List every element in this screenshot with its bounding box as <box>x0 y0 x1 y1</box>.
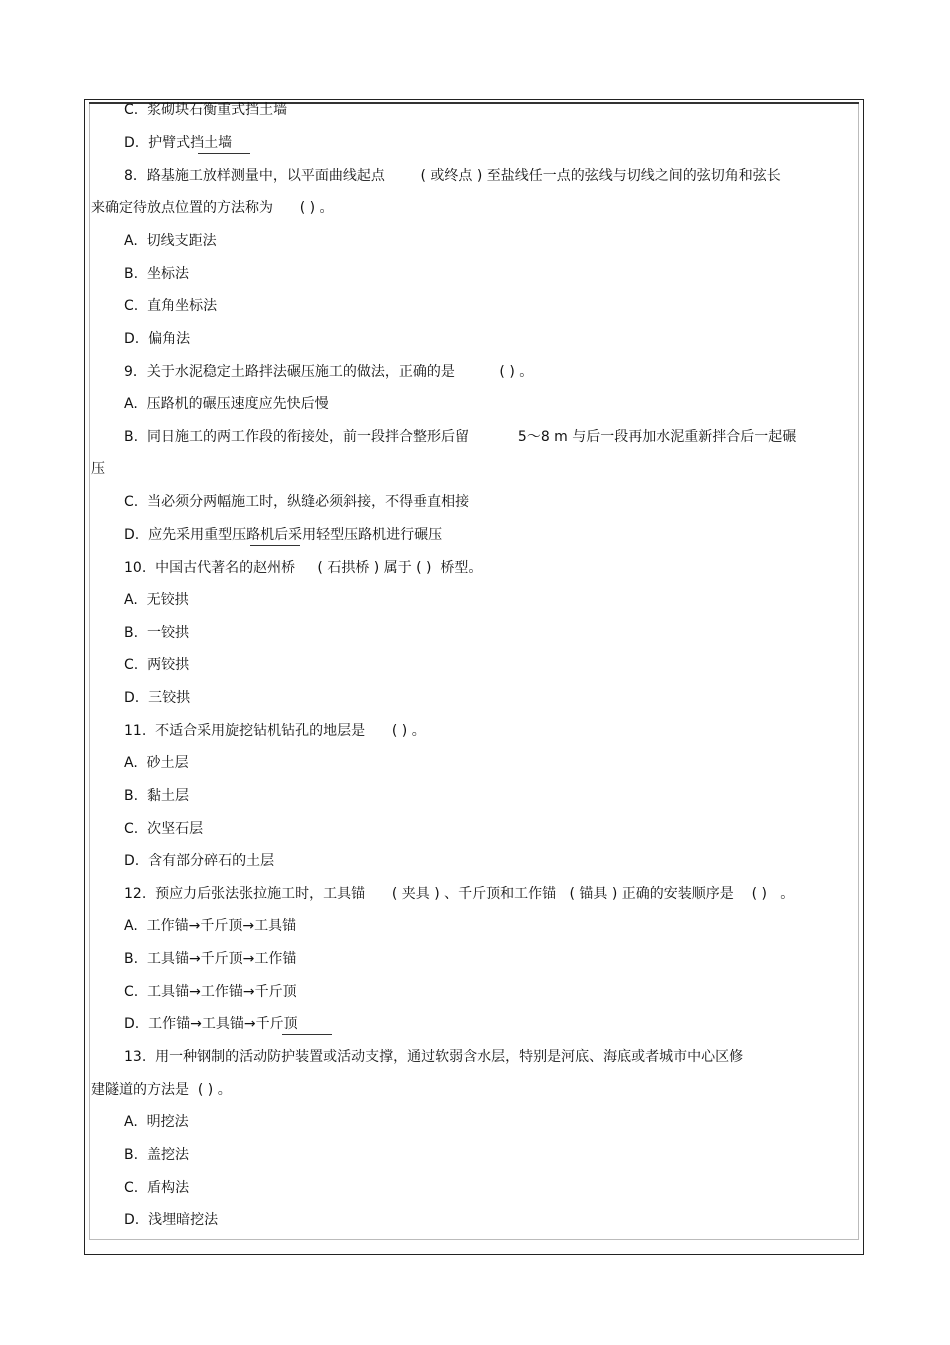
option-d: D. 偏角法 <box>124 331 191 347</box>
option-d: D. 工作锚→工具锚→千斤顶 <box>124 1016 298 1032</box>
question-11: 11. 不适合采用旋挖钻机钻孔的地层是 ( ) 。 <box>124 723 426 739</box>
question-12: 12. 预应力后张法张拉施工时，工具锚 ( 夹具 ) 、千斤顶和工作锚 ( 锚具 ) 正确的安装顺序是 ( ) 。 <box>124 886 795 902</box>
option-d: D. 含有部分碎石的土层 <box>124 853 275 869</box>
underline-mark <box>282 1034 332 1035</box>
option-b: B. 同日施工的两工作段的衔接处，前一段拌合整形后留 5～8 m 与后一段再加水泥重新拌合后一起碾 <box>124 429 797 445</box>
option-b: B. 坐标法 <box>124 266 189 282</box>
option-b: B. 盖挖法 <box>124 1147 189 1163</box>
option-d: D. 应先采用重型压路机后采用轻型压路机进行碾压 <box>124 527 443 543</box>
option-a: A. 明挖法 <box>124 1114 189 1130</box>
option-b-wrap: 压 <box>91 461 105 477</box>
option-b: B. 一铰拱 <box>124 625 189 641</box>
option-c: C. 次坚石层 <box>124 821 204 837</box>
question-13-line-2: 建隧道的方法是 ( ) 。 <box>91 1082 232 1098</box>
option-a: A. 切线支距法 <box>124 233 217 249</box>
option-c: C. 两铰拱 <box>124 657 190 673</box>
text-line: D. 护臂式挡土墙 <box>124 135 233 151</box>
option-b: B. 工具锚→千斤顶→工作锚 <box>124 951 297 967</box>
option-c: C. 盾构法 <box>124 1180 190 1196</box>
question-10: 10. 中国古代著名的赵州桥 ( 石拱桥 ) 属于 ( ) 桥型。 <box>124 560 483 576</box>
option-c: C. 直角坐标法 <box>124 298 218 314</box>
option-b: B. 黏土层 <box>124 788 189 804</box>
option-d: D. 三铰拱 <box>124 690 191 706</box>
option-a: A. 砂土层 <box>124 755 189 771</box>
question-9: 9．关于水泥稳定土路拌法碾压施工的做法，正确的是 ( ) 。 <box>124 364 534 380</box>
question-8-line-2: 来确定待放点位置的方法称为 ( ) 。 <box>91 200 334 216</box>
option-d: D. 浅埋暗挖法 <box>124 1212 219 1228</box>
option-c: C. 工具锚→工作锚→千斤顶 <box>124 984 297 1000</box>
option-c: C. 当必须分两幅施工时，纵缝必须斜接，不得垂直相接 <box>124 494 470 510</box>
option-a: A. 工作锚→千斤顶→工具锚 <box>124 918 297 934</box>
text-line: C. 浆砌块石衡重式挡土墙 <box>124 102 288 118</box>
option-a: A. 压路机的碾压速度应先快后慢 <box>124 396 329 412</box>
option-a: A. 无铰拱 <box>124 592 189 608</box>
inner-frame <box>89 103 859 1240</box>
underline-mark <box>198 153 250 154</box>
underline-mark <box>250 545 300 546</box>
question-8-line-1: 8．路基施工放样测量中，以平面曲线起点 ( 或终点 ) 至盐线任一点的弦线与切线之间的弦切角和弦长 <box>124 168 781 184</box>
question-13-line-1: 13. 用一种钢制的活动防护装置或活动支撑，通过软弱含水层，特别是河底、海底或者城市中心区修 <box>124 1049 744 1065</box>
